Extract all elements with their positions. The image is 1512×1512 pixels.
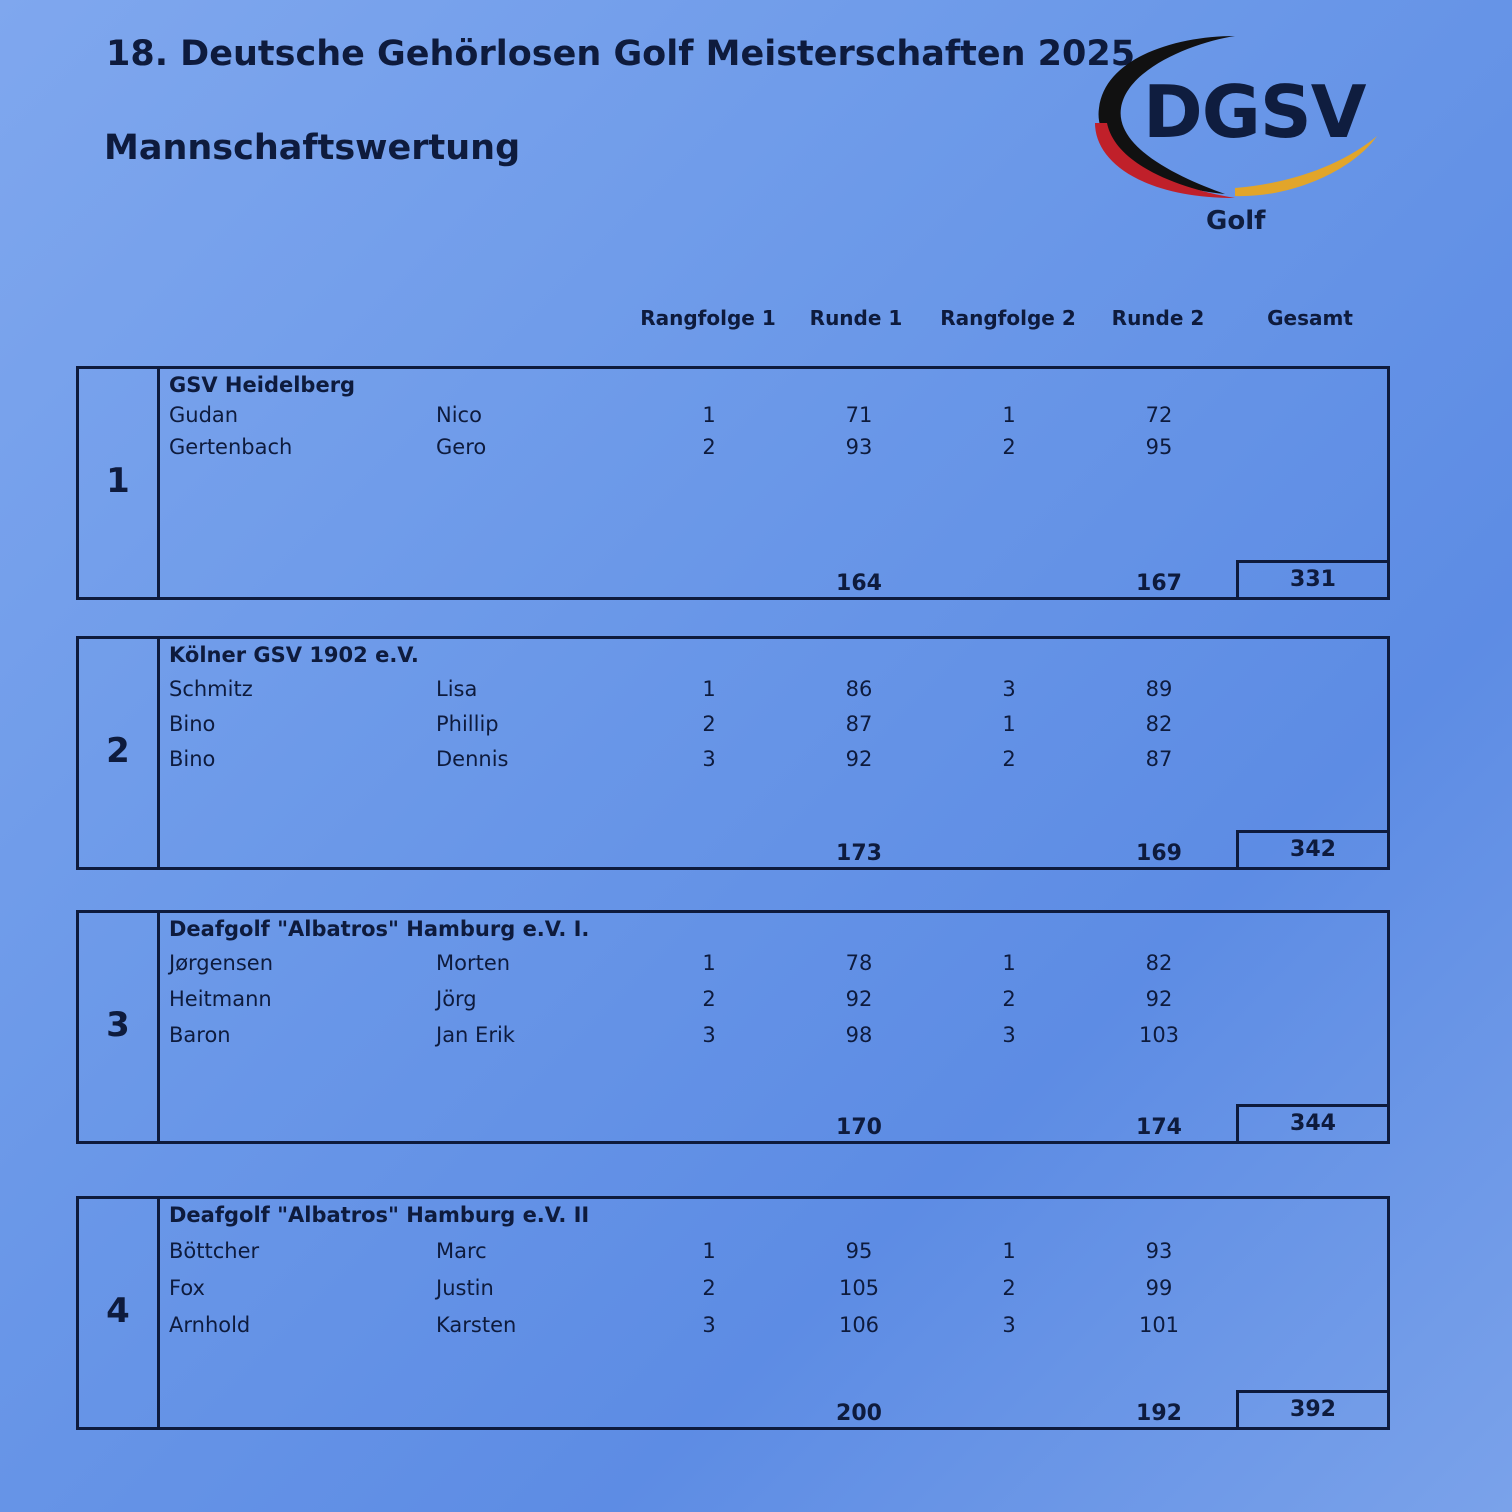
total-runde-2: 169 [1136,841,1182,866]
player-last-name: Böttcher [169,1239,260,1263]
player-rangfolge-2: 2 [1002,435,1016,459]
player-first-name: Morten [436,951,511,975]
team-rank: 2 [106,731,130,771]
player-rangfolge-2: 3 [1002,1023,1016,1047]
player-runde-2: 99 [1145,1276,1173,1300]
team-name: Kölner GSV 1902 e.V. [169,643,419,667]
player-last-name: Gudan [169,403,239,427]
player-row [79,987,1387,1017]
player-row [79,677,1387,707]
header-runde-2: Runde 2 [1111,306,1205,330]
player-first-name: Jan Erik [436,1023,515,1047]
player-runde-2: 72 [1145,403,1173,427]
header-runde-1: Runde 1 [809,306,903,330]
player-row [79,747,1387,777]
player-last-name: Schmitz [169,677,253,701]
player-first-name: Dennis [436,747,509,771]
player-rangfolge-1: 2 [702,712,716,736]
total-runde-2: 192 [1136,1401,1182,1426]
player-row [79,951,1387,981]
player-runde-2: 87 [1145,747,1173,771]
player-first-name: Marc [436,1239,487,1263]
team-name: Deafgolf "Albatros" Hamburg e.V. II [169,1203,590,1227]
player-rangfolge-1: 1 [702,403,716,427]
player-last-name: Jørgensen [169,951,274,975]
team-block-4 [76,1196,1390,1430]
player-last-name: Baron [169,1023,231,1047]
total-runde-2: 167 [1136,571,1182,596]
gesamt-box: 344 [1236,1104,1390,1144]
player-row [79,712,1387,742]
player-rangfolge-2: 1 [1002,712,1016,736]
player-runde-1: 106 [838,1313,880,1337]
player-runde-2: 95 [1145,435,1173,459]
player-runde-2: 93 [1145,1239,1173,1263]
player-runde-1: 86 [845,677,873,701]
player-runde-1: 71 [845,403,873,427]
header-rangfolge-1: Rangfolge 1 [640,306,776,330]
player-runde-1: 98 [845,1023,873,1047]
player-runde-2: 103 [1138,1023,1180,1047]
player-rangfolge-1: 1 [702,1239,716,1263]
team-block-2 [76,636,1390,870]
player-first-name: Nico [436,403,482,427]
gesamt-box: 331 [1236,560,1390,600]
player-last-name: Fox [169,1276,205,1300]
player-rangfolge-1: 1 [702,951,716,975]
player-row [79,1239,1387,1269]
player-first-name: Karsten [436,1313,517,1337]
player-runde-2: 89 [1145,677,1173,701]
player-runde-1: 87 [845,712,873,736]
team-rank: 3 [106,1005,130,1045]
player-last-name: Bino [169,747,216,771]
player-rangfolge-2: 3 [1002,677,1016,701]
player-last-name: Gertenbach [169,435,293,459]
header-rangfolge-2: Rangfolge 2 [940,306,1076,330]
player-runde-1: 78 [845,951,873,975]
player-rangfolge-1: 1 [702,677,716,701]
player-rangfolge-1: 3 [702,747,716,771]
logo-text: DGSV [1143,70,1366,154]
player-row [79,1023,1387,1053]
player-rangfolge-1: 3 [702,1023,716,1047]
player-runde-1: 105 [838,1276,880,1300]
team-block-3 [76,910,1390,1144]
player-row [79,1276,1387,1306]
player-runde-2: 101 [1138,1313,1180,1337]
gesamt-box: 392 [1236,1390,1390,1430]
total-runde-1: 170 [836,1115,882,1140]
player-last-name: Bino [169,712,216,736]
player-row [79,435,1387,465]
player-rangfolge-2: 1 [1002,951,1016,975]
total-runde-1: 200 [836,1401,882,1426]
dgsv-logo [1085,28,1395,248]
player-runde-2: 82 [1145,712,1173,736]
total-runde-1: 173 [836,841,882,866]
player-first-name: Jörg [436,987,477,1011]
total-runde-1: 164 [836,571,882,596]
player-last-name: Heitmann [169,987,272,1011]
player-runde-1: 92 [845,747,873,771]
player-row [79,403,1387,433]
page-subtitle: Mannschaftswertung [104,128,521,168]
player-runde-1: 92 [845,987,873,1011]
total-runde-2: 174 [1136,1115,1182,1140]
player-first-name: Justin [436,1276,494,1300]
header-gesamt: Gesamt [1267,306,1353,330]
player-first-name: Phillip [436,712,499,736]
player-runde-2: 82 [1145,951,1173,975]
player-runde-2: 92 [1145,987,1173,1011]
player-row [79,1313,1387,1343]
player-rangfolge-1: 2 [702,435,716,459]
page-title: 18. Deutsche Gehörlosen Golf Meisterschaften 2025 [106,34,1136,74]
player-rangfolge-1: 2 [702,987,716,1011]
team-name: GSV Heidelberg [169,373,356,397]
player-rangfolge-1: 2 [702,1276,716,1300]
player-runde-1: 93 [845,435,873,459]
team-rank: 1 [106,461,130,501]
player-rangfolge-1: 3 [702,1313,716,1337]
player-rangfolge-2: 2 [1002,1276,1016,1300]
player-runde-1: 95 [845,1239,873,1263]
player-rangfolge-2: 1 [1002,1239,1016,1263]
player-first-name: Gero [436,435,487,459]
team-name: Deafgolf "Albatros" Hamburg e.V. I. [169,917,590,941]
player-rangfolge-2: 1 [1002,403,1016,427]
logo-subtext: Golf [1206,206,1266,236]
player-last-name: Arnhold [169,1313,251,1337]
team-rank: 4 [106,1291,130,1331]
player-rangfolge-2: 2 [1002,987,1016,1011]
team-block-1 [76,366,1390,600]
player-rangfolge-2: 2 [1002,747,1016,771]
player-rangfolge-2: 3 [1002,1313,1016,1337]
gesamt-box: 342 [1236,830,1390,870]
player-first-name: Lisa [436,677,478,701]
